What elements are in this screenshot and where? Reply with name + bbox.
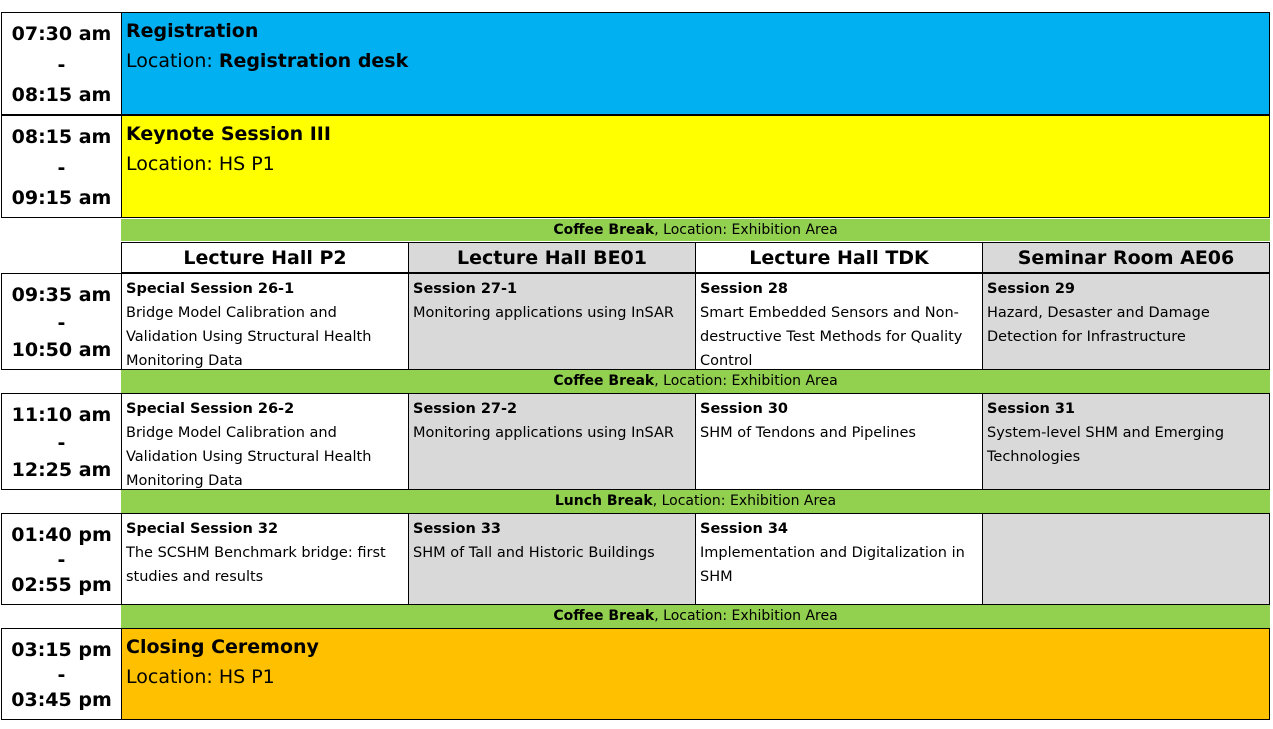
session-title: System-level SHM and Emerging Technologies	[987, 425, 1225, 465]
time-slot-keynote	[1, 115, 122, 218]
slot-separator: -	[57, 664, 66, 686]
time-slot-sessions-1	[1, 273, 122, 370]
session-title: SHM of Tall and Historic Buildings	[413, 545, 655, 561]
time-slot-sessions-3	[1, 513, 122, 605]
session-cell	[408, 513, 696, 605]
session-title: Monitoring applications using InSAR	[413, 425, 675, 441]
slot-end: 09:15 am	[11, 187, 112, 209]
break-location: , Location: Exhibition Area	[654, 608, 838, 624]
time-slot-closing	[1, 628, 122, 720]
coffee-break-bar	[121, 370, 1270, 393]
break-location: , Location: Exhibition Area	[652, 493, 837, 509]
hall-header-tdk: Lecture Hall TDK	[695, 242, 983, 273]
closing-ceremony-block	[121, 628, 1270, 720]
session-title: The SCSHM Benchmark bridge: first studies and results	[126, 545, 386, 585]
slot-start: 01:40 pm	[11, 524, 112, 546]
session-cell	[695, 513, 983, 605]
session-title: Bridge Model Calibration and Validation Using Structural Health Monitoring Data	[126, 425, 372, 489]
slot-end: 08:15 am	[11, 84, 112, 106]
session-title: Hazard, Desaster and Damage Detection for Infrastructure	[987, 305, 1210, 345]
slot-separator: -	[57, 431, 66, 454]
closing-location-value: HS P1	[218, 666, 275, 688]
slot-separator: -	[57, 311, 66, 334]
session-name: Special Session 26-2	[126, 401, 295, 417]
time-slot-sessions-2	[1, 393, 122, 490]
session-cell	[408, 273, 696, 370]
session-name: Special Session 32	[126, 521, 279, 537]
break-location: , Location: Exhibition Area	[654, 373, 838, 389]
registration-block	[121, 12, 1270, 115]
slot-start: 03:15 pm	[11, 639, 112, 661]
session-title: Monitoring applications using InSAR	[413, 305, 675, 321]
session-name: Special Session 26-1	[126, 281, 295, 297]
keynote-title: Keynote Session III	[126, 123, 331, 145]
session-name: Session 34	[700, 521, 789, 537]
coffee-break-bar	[121, 219, 1270, 241]
session-title: Smart Embedded Sensors and Non-destructive Test Methods for Quality Control	[700, 305, 963, 369]
session-title: Bridge Model Calibration and Validation Using Structural Health Monitoring Data	[126, 305, 372, 369]
break-name: Coffee Break	[553, 373, 655, 389]
session-name: Session 33	[413, 521, 502, 537]
session-name: Session 29	[987, 281, 1076, 297]
slot-separator: -	[57, 156, 66, 179]
break-name: Lunch Break	[554, 493, 653, 509]
registration-location-value: Registration desk	[218, 50, 409, 72]
break-name: Coffee Break	[553, 608, 655, 624]
session-cell	[982, 273, 1270, 370]
session-name: Session 27-2	[413, 401, 518, 417]
slot-start: 11:10 am	[11, 404, 112, 426]
slot-end: 03:45 pm	[11, 689, 112, 711]
break-name: Coffee Break	[553, 222, 655, 238]
registration-location: Location: Registration desk	[126, 50, 409, 72]
break-location: , Location: Exhibition Area	[654, 222, 838, 238]
closing-title: Closing Ceremony	[126, 636, 319, 658]
session-name: Session 27-1	[413, 281, 518, 297]
session-cell	[982, 393, 1270, 490]
session-cell	[695, 273, 983, 370]
session-cell	[408, 393, 696, 490]
slot-start: 08:15 am	[11, 126, 112, 148]
session-cell	[121, 513, 409, 605]
slot-separator: -	[57, 53, 66, 76]
session-cell	[121, 393, 409, 490]
keynote-block	[121, 115, 1270, 218]
session-title: SHM of Tendons and Pipelines	[700, 425, 916, 441]
slot-end: 12:25 am	[11, 459, 112, 481]
hall-header-p2: Lecture Hall P2	[121, 242, 409, 273]
session-name: Session 30	[700, 401, 789, 417]
coffee-break-bar	[121, 605, 1270, 628]
keynote-location-value: HS P1	[218, 153, 275, 175]
slot-end: 10:50 am	[11, 339, 112, 361]
hall-header-ae06: Seminar Room AE06	[982, 242, 1270, 273]
registration-title: Registration	[126, 20, 259, 42]
keynote-location: Location: HS P1	[126, 153, 275, 175]
session-cell	[695, 393, 983, 490]
session-name: Session 31	[987, 401, 1076, 417]
slot-start: 07:30 am	[11, 23, 112, 45]
session-title: Implementation and Digitalization in SHM	[700, 545, 965, 585]
session-cell-empty	[982, 513, 1270, 605]
slot-start: 09:35 am	[11, 284, 112, 306]
session-cell	[121, 273, 409, 370]
slot-separator: -	[57, 549, 66, 571]
lunch-break-bar	[121, 490, 1270, 513]
time-slot-registration	[1, 12, 122, 115]
closing-location: Location: HS P1	[126, 666, 275, 688]
hall-header-be01: Lecture Hall BE01	[408, 242, 696, 273]
session-name: Session 28	[700, 281, 789, 297]
slot-end: 02:55 pm	[11, 574, 112, 596]
